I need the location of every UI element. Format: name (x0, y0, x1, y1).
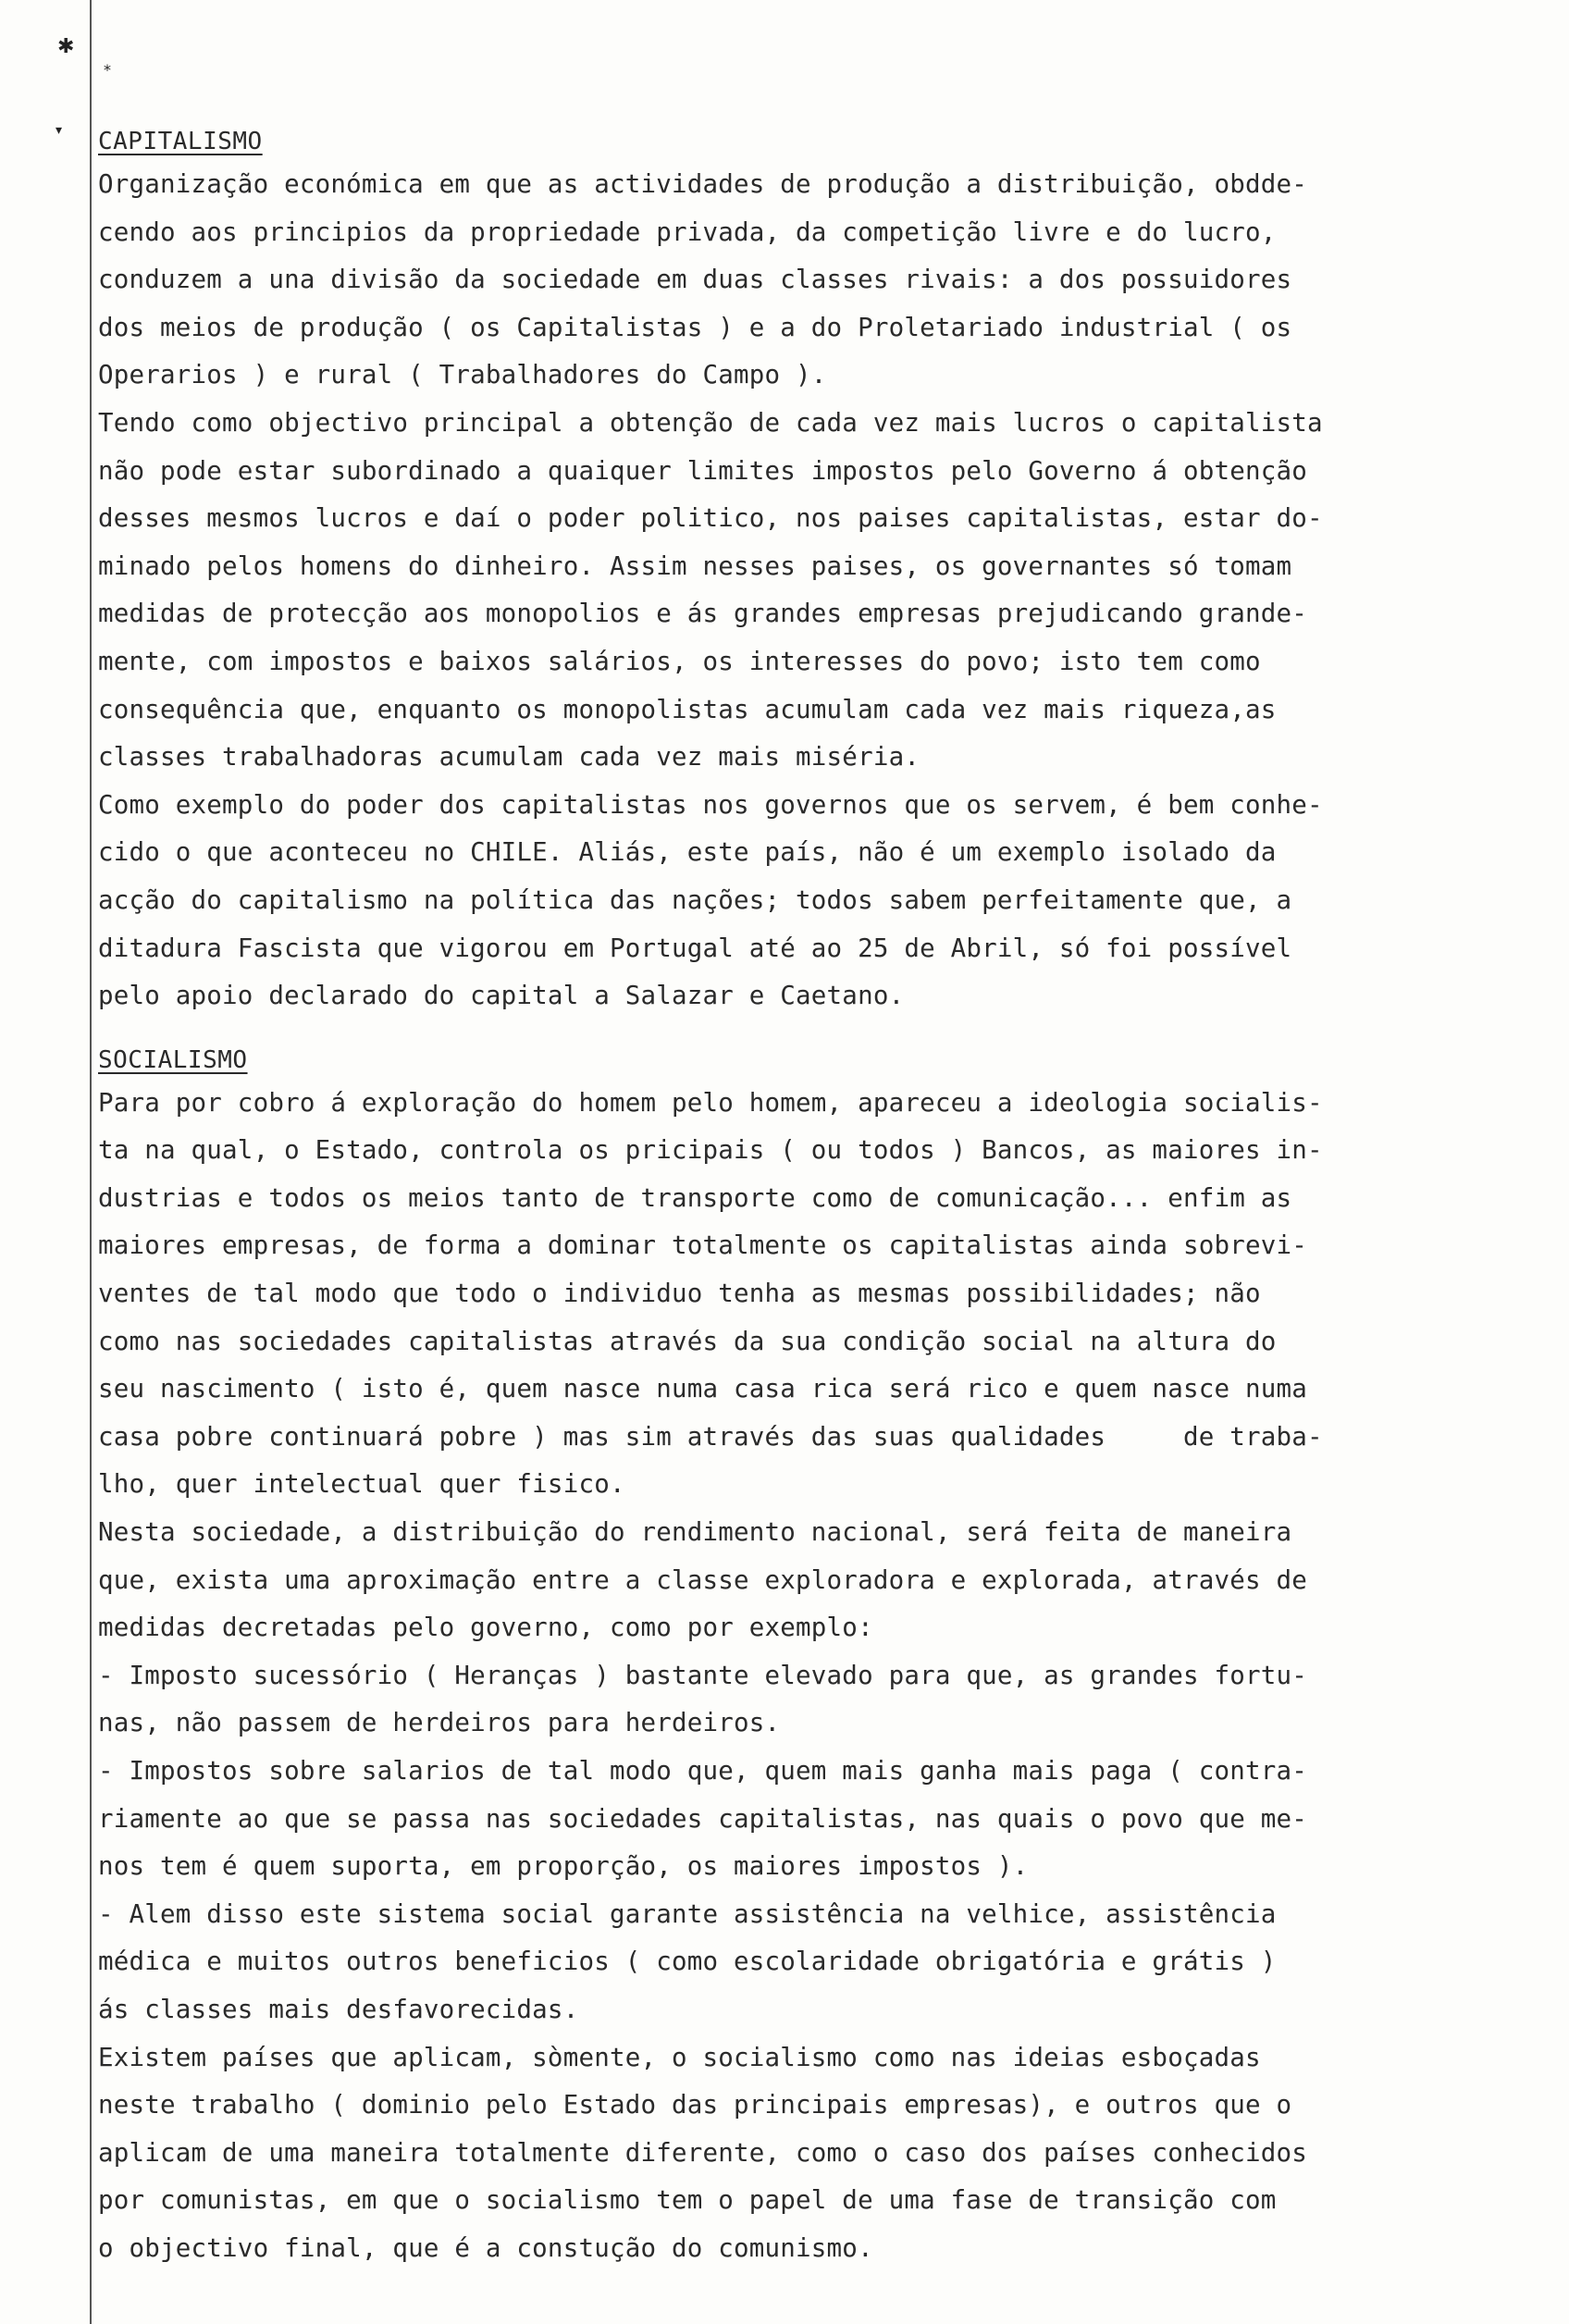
text-line: pelo apoio declarado do capital a Salazar e Caetano. (98, 981, 905, 1011)
text-line: consequência que, enquanto os monopolistas acumulam cada vez mais riqueza,as (98, 694, 1277, 724)
text-line: Operarios ) e rural ( Trabalhadores do Campo ). (98, 360, 827, 390)
heading-capitalismo: CAPITALISMO (98, 128, 263, 155)
text-line: o objectivo final, que é a constução do comunismo. (98, 2232, 873, 2263)
text-line: mente, com impostos e baixos salários, os interesses do povo; isto tem como (98, 646, 1261, 676)
margin-rule (90, 0, 92, 2324)
bullet-mark-icon: ▾ (56, 123, 63, 138)
text-line: seu nascimento ( isto é, quem nasce numa casa rica será rico e quem nasce numa (98, 1374, 1307, 1404)
text-line: neste trabalho ( dominio pelo Estado das principais empresas), e outros que o (98, 2090, 1292, 2120)
text-line: Tendo como objectivo principal a obtenção de cada vez mais lucros o capitalista (98, 407, 1323, 438)
text-line: desses mesmos lucros e daí o poder politico, nos paises capitalistas, estar do- (98, 503, 1323, 534)
text-line: não pode estar subordinado a quaiquer limites impostos pelo Governo á obtenção (98, 455, 1307, 486)
capitalismo-body (98, 161, 1430, 1020)
text-line: maiores empresas, de forma a dominar totalmente os capitalistas ainda sobrevi- (98, 1230, 1307, 1261)
text-line: cido o que aconteceu no CHILE. Aliás, este país, não é um exemplo isolado da (98, 837, 1277, 868)
document-page (98, 128, 1430, 2273)
text-line: ás classes mais desfavorecidas. (98, 1994, 579, 2024)
text-line: lho, quer intelectual quer fisico. (98, 1469, 625, 1500)
section-spacer (98, 1020, 1430, 1046)
text-line: Para por cobro á exploração do homem pelo homem, apareceu a ideologia socialis- (98, 1087, 1323, 1118)
text-line: classes trabalhadoras acumulam cada vez mais miséria. (98, 742, 920, 773)
text-line: ta na qual, o Estado, controla os pricipais ( ou todos ) Bancos, as maiores in- (98, 1135, 1323, 1166)
text-line: médica e muitos outros beneficios ( como escolaridade obrigatória e grátis ) (98, 1947, 1277, 1977)
text-line: - Alem disso este sistema social garante assistência na velhice, assistência (98, 1898, 1277, 1929)
text-line: Como exemplo do poder dos capitalistas nos governos que os servem, é bem conhe- (98, 789, 1323, 820)
star-mark-icon: ✱ (57, 35, 75, 58)
text-line: acção do capitalismo na política das nações; todos sabem perfeitamente que, a (98, 884, 1292, 915)
text-line: ventes de tal modo que todo o individuo tenha as mesmas possibilidades; não (98, 1279, 1261, 1309)
text-line: Nesta sociedade, a distribuição do rendimento nacional, será feita de maneira (98, 1517, 1292, 1548)
text-line: como nas sociedades capitalistas através da sua condição social na altura do (98, 1326, 1277, 1356)
text-line: conduzem a una divisão da sociedade em duas classes rivais: a dos possuidores (98, 265, 1292, 295)
text-line: dustrias e todos os meios tanto de transporte como de comunicação... enfim as (98, 1182, 1292, 1213)
text-line: riamente ao que se passa nas sociedades capitalistas, nas quais o povo que me- (98, 1803, 1307, 1834)
text-line: por comunistas, em que o socialismo tem o papel de uma fase de transição com (98, 2185, 1277, 2216)
text-line: - Impostos sobre salarios de tal modo que, quem mais ganha mais paga ( contra- (98, 1756, 1307, 1786)
heading-socialismo: SOCIALISMO (98, 1045, 248, 1074)
asterisk-mark-icon: * (104, 61, 111, 79)
text-line: aplicam de uma maneira totalmente diferente, como o caso dos países conhecidos (98, 2137, 1307, 2168)
text-line: dos meios de produção ( os Capitalistas ) e a do Proletariado industrial ( os (98, 312, 1292, 342)
text-line: nos tem é quem suporta, em proporção, os maiores impostos ). (98, 1851, 1029, 1882)
text-line: casa pobre continuará pobre ) mas sim através das suas qualidades de traba- (98, 1421, 1323, 1452)
text-line: Organização económica em que as actividades de produção a distribuição, obdde- (98, 169, 1307, 199)
text-line: que, exista uma aproximação entre a classe exploradora e explorada, através de (98, 1564, 1307, 1595)
text-line: ditadura Fascista que vigorou em Portugal até ao 25 de Abril, só foi possível (98, 933, 1292, 963)
socialismo-body (98, 1080, 1430, 2273)
text-line: nas, não passem de herdeiros para herdeiros. (98, 1708, 781, 1738)
text-line: minado pelos homens do dinheiro. Assim nesses paises, os governantes só tomam (98, 550, 1292, 581)
section-socialismo (98, 1046, 1430, 2273)
text-line: cendo aos principios da propriedade privada, da competição livre e do lucro, (98, 216, 1277, 247)
text-line: medidas de protecção aos monopolios e ás grandes empresas prejudicando grande- (98, 599, 1307, 629)
section-capitalismo (98, 128, 1430, 1020)
text-line: - Imposto sucessório ( Heranças ) bastante elevado para que, as grandes fortu- (98, 1660, 1307, 1690)
text-line: Existem países que aplicam, sòmente, o socialismo como nas ideias esboçadas (98, 2042, 1261, 2072)
text-line: medidas decretadas pelo governo, como por exemplo: (98, 1613, 873, 1643)
